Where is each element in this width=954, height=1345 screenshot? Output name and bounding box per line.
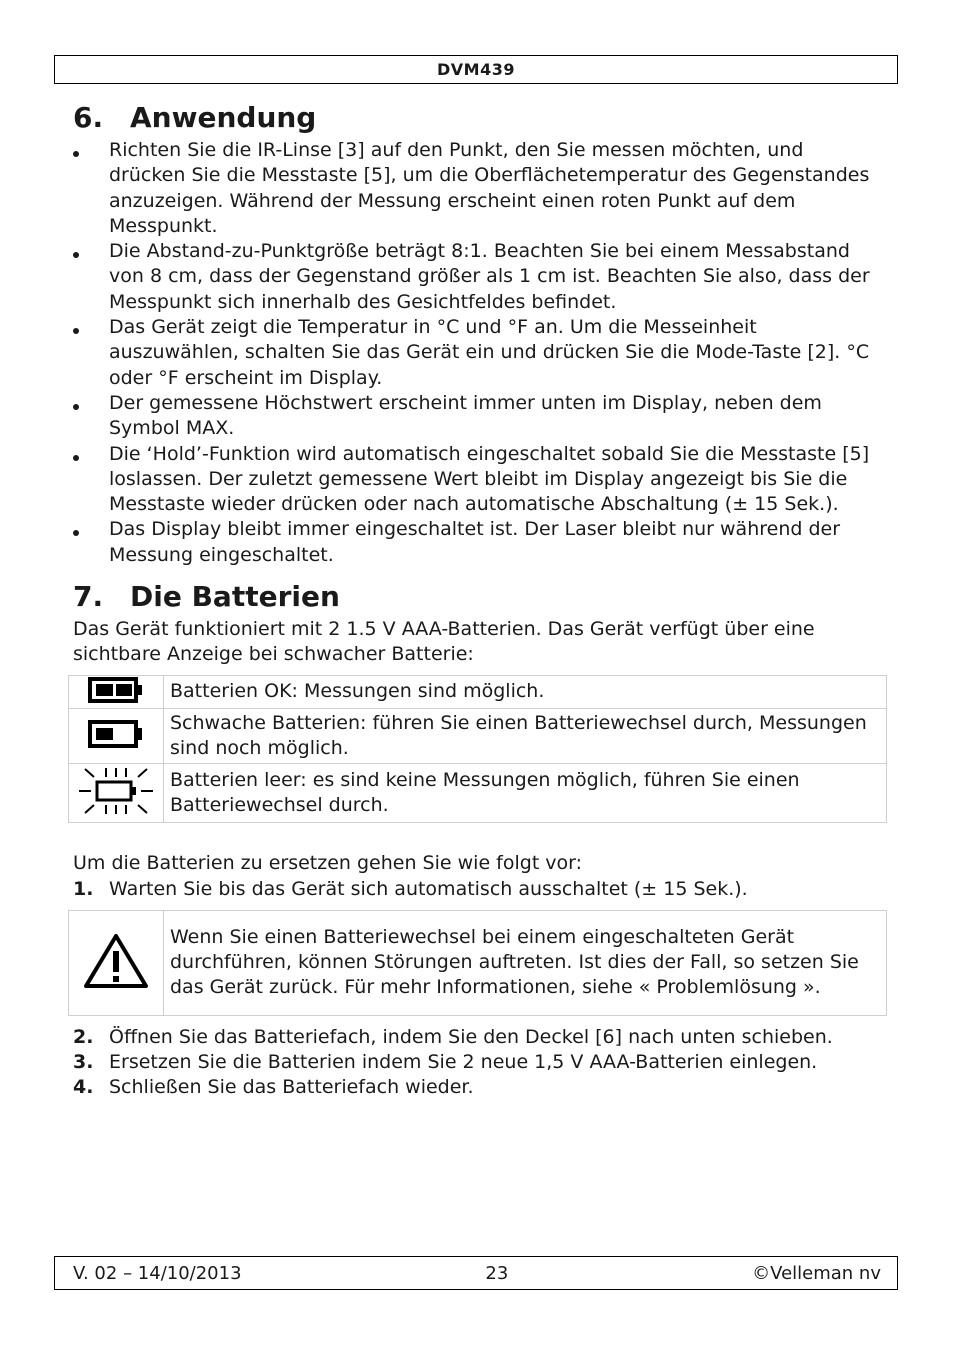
- list-item: Das Gerät zeigt die Temperatur in °C und °F an. Um die Messeinheit auszuwählen, schalten Sie das Gerät ein und drücken Sie die Mode-Taste [2]. °C oder °F erscheint im Display.: [73, 315, 885, 391]
- step-text: Öffnen Sie das Batteriefach, indem Sie den Deckel [6] nach unten schieben.: [109, 1025, 833, 1048]
- step-number: 4.: [73, 1076, 94, 1099]
- list-item: Die Abstand-zu-Punktgröße beträgt 8:1. Beachten Sie bei einem Messabstand von 8 cm, dass der Gegenstand größer als 1 cm ist. Beachten Sie also, dass der Messpunkt sich innerhalb des Gesichtfeldes befindet.: [73, 239, 885, 315]
- section-6-heading: [73, 98, 885, 138]
- list-item: Der gemessene Höchstwert erscheint immer unten im Display, neben dem Symbol MAX.: [73, 391, 885, 442]
- step-text: Warten Sie bis das Gerät sich automatisch ausschaltet (± 15 Sek.).: [109, 877, 748, 900]
- section-number: 6.: [73, 101, 104, 134]
- step-number: 1.: [73, 877, 94, 900]
- battery-ok-text: Batterien OK: Messungen sind möglich.: [164, 675, 887, 708]
- page-number: 23: [485, 1262, 509, 1284]
- battery-low-text: Schwache Batterien: führen Sie einen Batteriewechsel durch, Messungen sind noch möglich.: [164, 708, 887, 764]
- section-title: Die Batterien: [130, 580, 340, 614]
- step-text: Schließen Sie das Batteriefach wieder.: [109, 1076, 474, 1099]
- battery-full-icon: [87, 676, 145, 704]
- table-row: [69, 675, 887, 708]
- table-row: [69, 708, 887, 764]
- list-item: [73, 1050, 885, 1075]
- list-item: Das Display bleibt immer eingeschaltet ist. Der Laser bleibt nur während der Messung eingeschaltet.: [73, 517, 885, 568]
- list-item: [73, 1075, 885, 1100]
- list-item: Die ‘Hold’-Funktion wird automatisch eingeschaltet sobald Sie die Messtaste [5] loslassen. Der zuletzt gemessene Wert bleibt im Display angezeigt bis Sie die Messtaste wieder drücken oder nach automatische Abschaltung (± 15 Sek.).: [73, 442, 885, 518]
- copyright: ©Velleman nv: [752, 1262, 881, 1284]
- step-number: 3.: [73, 1051, 94, 1074]
- page-header: [54, 55, 898, 84]
- battery-empty-text: Batterien leer: es sind keine Messungen möglich, führen Sie einen Batteriewechsel durch.: [164, 764, 887, 823]
- warning-triangle-icon: [81, 931, 151, 991]
- replace-steps: [73, 877, 885, 902]
- battery-low-icon: [87, 718, 145, 750]
- usage-bullet-list: [73, 138, 885, 568]
- battery-empty-flashing-icon: [77, 764, 155, 818]
- page-footer: [54, 1256, 898, 1290]
- battery-indicator-table: [68, 675, 887, 824]
- replace-steps-continued: [73, 1025, 885, 1101]
- page-content: [73, 98, 885, 1101]
- table-row: [69, 764, 887, 823]
- list-item: Richten Sie die IR-Linse [3] auf den Punkt, den Sie messen möchten, und drücken Sie die Messtaste [5], um die Oberflächetemperatur des Gegenstandes anzuzeigen. Während der Messung erscheint einen roten Punkt auf dem Messpunkt.: [73, 138, 885, 239]
- step-text: Ersetzen Sie die Batterien indem Sie 2 neue 1,5 V AAA-Batterien einlegen.: [109, 1051, 818, 1074]
- list-item: [73, 877, 885, 902]
- section-7-heading: [73, 577, 885, 617]
- warning-text: Wenn Sie einen Batteriewechsel bei einem eingeschalteten Gerät durchführen, können Störungen auftreten. Ist dies der Fall, so setzen Sie das Gerät zurück. Für mehr Informationen, siehe « Problemlösung ».: [164, 910, 887, 1015]
- battery-intro: Das Gerät funktioniert mit 2 1.5 V AAA-Batterien. Das Gerät verfügt über eine sichtbare Anzeige bei schwacher Batterie:: [73, 618, 815, 666]
- section-number: 7.: [73, 580, 104, 614]
- table-row: [69, 910, 887, 1015]
- replace-intro: Um die Batterien zu ersetzen gehen Sie wie folgt vor:: [73, 852, 583, 875]
- step-number: 2.: [73, 1025, 94, 1048]
- version-date: V. 02 – 14/10/2013: [73, 1262, 242, 1284]
- list-item: [73, 1025, 885, 1050]
- model-name: DVM439: [437, 60, 515, 79]
- warning-table: [68, 910, 887, 1016]
- section-title: Anwendung: [130, 101, 317, 134]
